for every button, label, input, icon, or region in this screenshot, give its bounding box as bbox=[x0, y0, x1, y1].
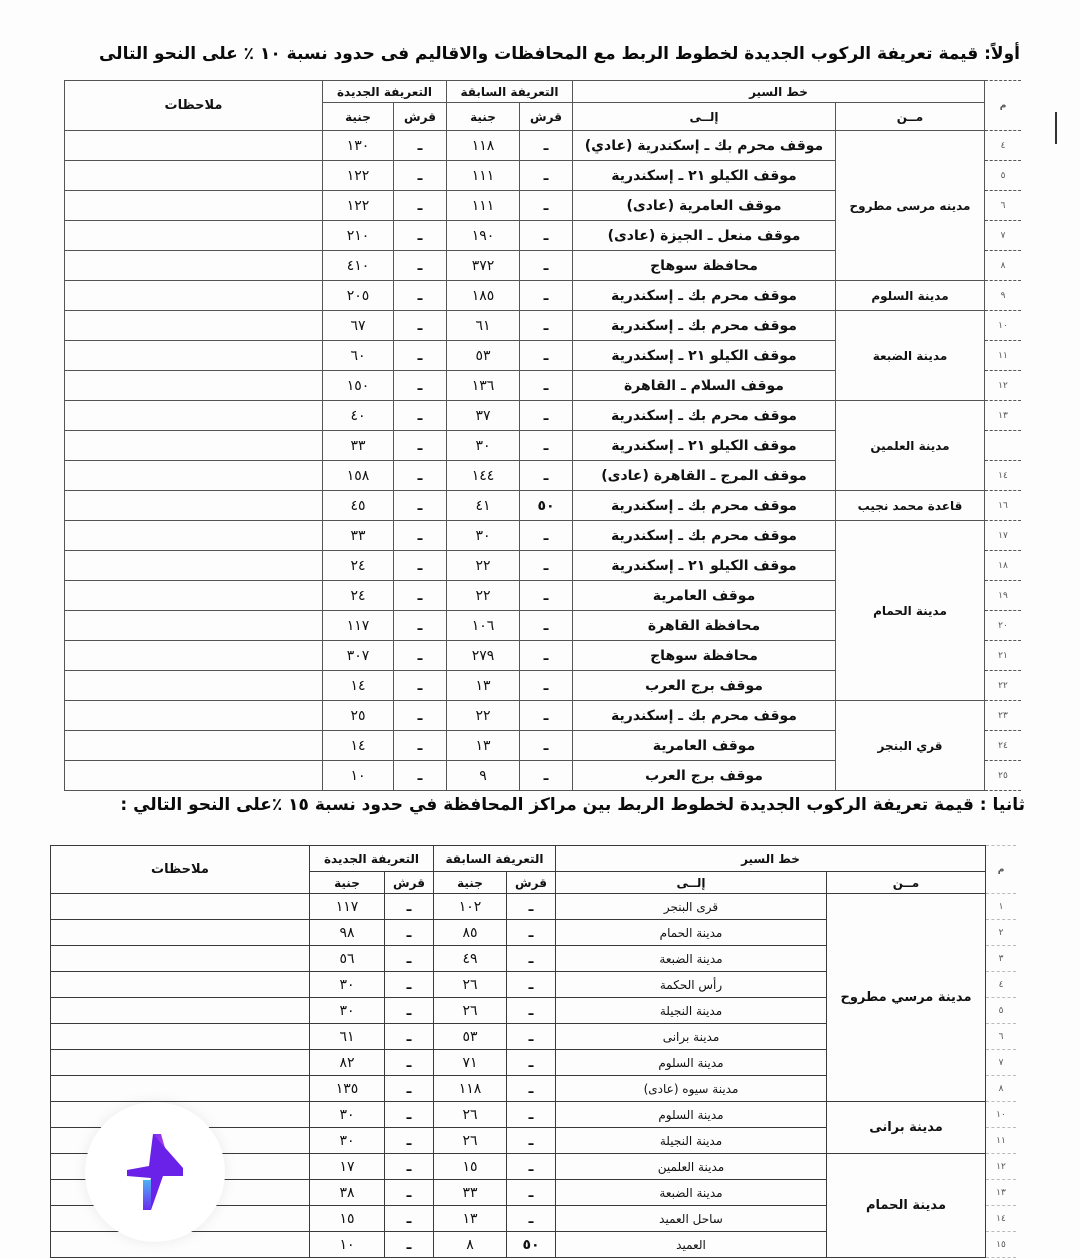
row-number: ٧ bbox=[986, 1050, 1017, 1076]
new-fare-pound: ١٠ bbox=[310, 1232, 385, 1258]
new-fare-pound: ٥٦ bbox=[310, 946, 385, 972]
route-to: موقف محرم بك ـ إسكندرية (عادي) bbox=[573, 131, 836, 161]
route-to: قرى البنجر bbox=[556, 894, 827, 920]
route-to: مدينة السلوم bbox=[556, 1102, 827, 1128]
new-fare-qirsh: ـ bbox=[394, 161, 447, 191]
new-fare-pound: ٨٢ bbox=[310, 1050, 385, 1076]
route-to: العميد bbox=[556, 1232, 827, 1258]
prev-fare-qirsh: ـ bbox=[507, 946, 556, 972]
table-row bbox=[65, 131, 1022, 161]
new-fare-qirsh: ـ bbox=[394, 371, 447, 401]
prev-fare-pound: ٢٦ bbox=[434, 1128, 507, 1154]
prev-fare-qirsh: ـ bbox=[520, 701, 573, 731]
section1-title: أولاً: قيمة تعريفة الركوب الجديدة لخطوط الربط مع المحافظات والاقاليم فى حدود نسبة ١٠ ٪ على النحو التالى bbox=[98, 44, 1020, 64]
new-fare-qirsh: ـ bbox=[385, 894, 434, 920]
prev-fare-qirsh: ـ bbox=[520, 551, 573, 581]
route-from: مدينة مرسي مطروح bbox=[827, 894, 986, 1102]
notes-cell bbox=[65, 581, 323, 611]
prev-fare-qirsh: ـ bbox=[507, 920, 556, 946]
notes-cell bbox=[51, 894, 310, 920]
route-to: موقف العامرية bbox=[573, 581, 836, 611]
new-fare-qirsh: ـ bbox=[394, 491, 447, 521]
route-from: مدينة الضبعة bbox=[836, 311, 985, 401]
notes-cell bbox=[65, 461, 323, 491]
notes-cell bbox=[65, 731, 323, 761]
route-to: موقف العامرية (عادى) bbox=[573, 191, 836, 221]
prev-fare-pound: ١١٨ bbox=[447, 131, 520, 161]
row-number: ١١ bbox=[986, 1128, 1017, 1154]
new-fare-pound: ١٢٢ bbox=[323, 161, 394, 191]
col-prev-qirsh: قرش bbox=[507, 872, 556, 894]
route-from: قري البنجر bbox=[836, 701, 985, 791]
row-number: ١٠ bbox=[986, 1102, 1017, 1128]
new-fare-qirsh: ـ bbox=[394, 461, 447, 491]
row-number: ١ bbox=[986, 894, 1017, 920]
new-fare-pound: ٦٠ bbox=[323, 341, 394, 371]
notes-cell bbox=[51, 920, 310, 946]
new-fare-qirsh: ـ bbox=[394, 581, 447, 611]
route-from: مدينة الحمام bbox=[836, 521, 985, 701]
prev-fare-pound: ١٣ bbox=[447, 671, 520, 701]
route-to: ساحل العميد bbox=[556, 1206, 827, 1232]
prev-fare-qirsh: ـ bbox=[520, 221, 573, 251]
new-fare-pound: ٣٠ bbox=[310, 1128, 385, 1154]
notes-cell bbox=[65, 251, 323, 281]
notes-cell bbox=[65, 641, 323, 671]
notes-cell bbox=[65, 611, 323, 641]
notes-cell bbox=[51, 972, 310, 998]
route-to: مدينة النجيلة bbox=[556, 998, 827, 1024]
new-fare-pound: ٢٤ bbox=[323, 551, 394, 581]
notes-cell bbox=[51, 946, 310, 972]
prev-fare-qirsh: ـ bbox=[520, 401, 573, 431]
new-fare-qirsh: ـ bbox=[385, 920, 434, 946]
new-fare-pound: ٦١ bbox=[310, 1024, 385, 1050]
prev-fare-qirsh: ـ bbox=[507, 1076, 556, 1102]
prev-fare-pound: ١٤٤ bbox=[447, 461, 520, 491]
row-number: ٤ bbox=[986, 972, 1017, 998]
new-fare-pound: ٣٣ bbox=[323, 521, 394, 551]
route-from: مدينه مرسى مطروح bbox=[836, 131, 985, 281]
row-number: ٢٥ bbox=[985, 761, 1022, 791]
prev-fare-qirsh: ـ bbox=[520, 191, 573, 221]
sparkle-logo-icon bbox=[123, 1132, 187, 1212]
row-number: ١٨ bbox=[985, 551, 1022, 581]
new-fare-pound: ٣٠ bbox=[310, 998, 385, 1024]
new-fare-qirsh: ـ bbox=[385, 1180, 434, 1206]
notes-cell bbox=[65, 221, 323, 251]
new-fare-pound: ٣٠ bbox=[310, 1102, 385, 1128]
new-fare-qirsh: ـ bbox=[394, 611, 447, 641]
route-to: موقف برج العرب bbox=[573, 671, 836, 701]
prev-fare-pound: ٢٢ bbox=[447, 581, 520, 611]
route-to: موقف العامرية bbox=[573, 731, 836, 761]
row-number: ٨ bbox=[985, 251, 1022, 281]
margin-mark bbox=[1055, 112, 1057, 144]
row-number: ٨ bbox=[986, 1076, 1017, 1102]
prev-fare-pound: ١٠٢ bbox=[434, 894, 507, 920]
row-number: ٢٣ bbox=[985, 701, 1022, 731]
notes-cell bbox=[65, 521, 323, 551]
route-to: مدينة الضبعة bbox=[556, 946, 827, 972]
notes-cell bbox=[65, 131, 323, 161]
row-number: ٦ bbox=[986, 1024, 1017, 1050]
row-number: ١٩ bbox=[985, 581, 1022, 611]
new-fare-qirsh: ـ bbox=[385, 1076, 434, 1102]
route-to: مدينة العلمين bbox=[556, 1154, 827, 1180]
prev-fare-qirsh: ـ bbox=[520, 581, 573, 611]
notes-cell bbox=[65, 341, 323, 371]
prev-fare-pound: ٢٢ bbox=[447, 551, 520, 581]
route-from: مدينة العلمين bbox=[836, 401, 985, 491]
new-fare-qirsh: ـ bbox=[394, 401, 447, 431]
row-number: ٢١ bbox=[985, 641, 1022, 671]
prev-fare-pound: ٣٠ bbox=[447, 521, 520, 551]
notes-cell bbox=[51, 998, 310, 1024]
notes-cell bbox=[65, 161, 323, 191]
new-fare-qirsh: ـ bbox=[385, 1050, 434, 1076]
row-number: ٢٤ bbox=[985, 731, 1022, 761]
new-fare-qirsh: ـ bbox=[394, 221, 447, 251]
prev-fare-pound: ٢٦ bbox=[434, 1102, 507, 1128]
row-number: ٥ bbox=[985, 161, 1022, 191]
notes-cell bbox=[65, 671, 323, 701]
col-new-pound: جنية bbox=[323, 103, 394, 131]
prev-fare-pound: ٥٣ bbox=[447, 341, 520, 371]
new-fare-qirsh: ـ bbox=[394, 431, 447, 461]
route-to: مدينة النجيلة bbox=[556, 1128, 827, 1154]
notes-cell bbox=[65, 191, 323, 221]
prev-fare-qirsh: ـ bbox=[520, 251, 573, 281]
route-to: موقف محرم بك ـ إسكندرية bbox=[573, 491, 836, 521]
new-fare-qirsh: ـ bbox=[394, 311, 447, 341]
notes-cell bbox=[51, 1076, 310, 1102]
notes-cell bbox=[65, 551, 323, 581]
col-route: خط السير bbox=[573, 81, 985, 103]
prev-fare-qirsh: ـ bbox=[520, 641, 573, 671]
prev-fare-qirsh: ـ bbox=[507, 998, 556, 1024]
prev-fare-qirsh: ـ bbox=[507, 1128, 556, 1154]
route-to: موقف الكيلو ٢١ ـ إسكندرية bbox=[573, 341, 836, 371]
new-fare-qirsh: ـ bbox=[385, 946, 434, 972]
prev-fare-pound: ٣٣ bbox=[434, 1180, 507, 1206]
route-to: محافظة سوهاج bbox=[573, 641, 836, 671]
prev-fare-qirsh: ـ bbox=[507, 1102, 556, 1128]
new-fare-pound: ٢١٠ bbox=[323, 221, 394, 251]
prev-fare-pound: ١٣ bbox=[447, 731, 520, 761]
notes-cell bbox=[65, 371, 323, 401]
new-fare-qirsh: ـ bbox=[385, 1102, 434, 1128]
prev-fare-qirsh: ـ bbox=[507, 1180, 556, 1206]
col-num: م bbox=[986, 846, 1017, 894]
notes-cell bbox=[65, 401, 323, 431]
prev-fare-qirsh: ـ bbox=[507, 972, 556, 998]
prev-fare-pound: ٩ bbox=[447, 761, 520, 791]
new-fare-pound: ٤١٠ bbox=[323, 251, 394, 281]
route-to: موقف محرم بك ـ إسكندرية bbox=[573, 701, 836, 731]
route-from: مدينة برانى bbox=[827, 1102, 986, 1154]
notes-cell bbox=[65, 311, 323, 341]
prev-fare-qirsh: ـ bbox=[520, 371, 573, 401]
row-number: ١٣ bbox=[985, 401, 1022, 431]
prev-fare-pound: ١٠٦ bbox=[447, 611, 520, 641]
row-number: ١٦ bbox=[985, 491, 1022, 521]
prev-fare-qirsh: ـ bbox=[520, 731, 573, 761]
route-to: موقف محرم بك ـ إسكندرية bbox=[573, 281, 836, 311]
new-fare-pound: ٣٨ bbox=[310, 1180, 385, 1206]
table-row bbox=[65, 701, 1022, 731]
col-prev-fare: التعريفة السابقة bbox=[447, 81, 573, 103]
route-to: موقف الكيلو ٢١ ـ إسكندرية bbox=[573, 161, 836, 191]
route-to: موقف الكيلو ٢١ ـ إسكندرية bbox=[573, 551, 836, 581]
route-to: موقف محرم بك ـ إسكندرية bbox=[573, 401, 836, 431]
new-fare-qirsh: ـ bbox=[394, 701, 447, 731]
new-fare-qirsh: ـ bbox=[394, 671, 447, 701]
new-fare-qirsh: ـ bbox=[385, 972, 434, 998]
route-to: موقف الكيلو ٢١ ـ إسكندرية bbox=[573, 431, 836, 461]
new-fare-pound: ٦٧ bbox=[323, 311, 394, 341]
prev-fare-pound: ٣٧ bbox=[447, 401, 520, 431]
new-fare-qirsh: ـ bbox=[394, 731, 447, 761]
col-num: م bbox=[985, 81, 1022, 131]
new-fare-qirsh: ـ bbox=[385, 1206, 434, 1232]
prev-fare-pound: ٦١ bbox=[447, 311, 520, 341]
row-number: ٢٠ bbox=[985, 611, 1022, 641]
col-from: مــن bbox=[827, 872, 986, 894]
prev-fare-pound: ١١١ bbox=[447, 191, 520, 221]
row-number: ٦ bbox=[985, 191, 1022, 221]
route-to: موقف محرم بك ـ إسكندرية bbox=[573, 311, 836, 341]
new-fare-pound: ٣٠ bbox=[310, 972, 385, 998]
fares-table-governorates bbox=[64, 80, 1021, 791]
route-to: موقف منعل ـ الجيزة (عادى) bbox=[573, 221, 836, 251]
notes-cell bbox=[65, 701, 323, 731]
col-prev-pound: جنية bbox=[447, 103, 520, 131]
table-row bbox=[65, 521, 1022, 551]
prev-fare-pound: ١٣ bbox=[434, 1206, 507, 1232]
row-number: ٢ bbox=[986, 920, 1017, 946]
route-to: موقف محرم بك ـ إسكندرية bbox=[573, 521, 836, 551]
col-route: خط السير bbox=[556, 846, 986, 872]
prev-fare-qirsh: ـ bbox=[520, 431, 573, 461]
prev-fare-pound: ٢٦ bbox=[434, 998, 507, 1024]
prev-fare-qirsh: ـ bbox=[520, 461, 573, 491]
new-fare-qirsh: ـ bbox=[394, 551, 447, 581]
new-fare-pound: ١٢٢ bbox=[323, 191, 394, 221]
notes-cell bbox=[51, 1024, 310, 1050]
route-from: مدينة الحمام bbox=[827, 1154, 986, 1258]
prev-fare-qirsh: ٥٠ bbox=[507, 1232, 556, 1258]
new-fare-qirsh: ـ bbox=[394, 191, 447, 221]
prev-fare-pound: ٢٢ bbox=[447, 701, 520, 731]
new-fare-qirsh: ـ bbox=[394, 641, 447, 671]
new-fare-pound: ١١٧ bbox=[323, 611, 394, 641]
route-to: مدينة الضبعة bbox=[556, 1180, 827, 1206]
prev-fare-pound: ١١٨ bbox=[434, 1076, 507, 1102]
new-fare-pound: ٢٥ bbox=[323, 701, 394, 731]
row-number: ٩ bbox=[985, 281, 1022, 311]
notes-cell bbox=[51, 1050, 310, 1076]
prev-fare-qirsh: ـ bbox=[520, 521, 573, 551]
row-number: ١٢ bbox=[986, 1154, 1017, 1180]
row-number: ١٥ bbox=[986, 1232, 1017, 1258]
row-number bbox=[985, 431, 1022, 461]
prev-fare-qirsh: ـ bbox=[520, 311, 573, 341]
notes-cell bbox=[65, 761, 323, 791]
col-prev-pound: جنية bbox=[434, 872, 507, 894]
new-fare-qirsh: ـ bbox=[385, 1024, 434, 1050]
col-new-pound: جنية bbox=[310, 872, 385, 894]
col-notes: ملاحظات bbox=[65, 81, 323, 131]
row-number: ١٧ bbox=[985, 521, 1022, 551]
route-from: مدينة السلوم bbox=[836, 281, 985, 311]
prev-fare-pound: ٣٠ bbox=[447, 431, 520, 461]
prev-fare-qirsh: ـ bbox=[520, 671, 573, 701]
col-from: مــن bbox=[836, 103, 985, 131]
route-to: محافظة سوهاج bbox=[573, 251, 836, 281]
prev-fare-qirsh: ـ bbox=[520, 761, 573, 791]
new-fare-pound: ٤٠ bbox=[323, 401, 394, 431]
new-fare-pound: ١٣٥ bbox=[310, 1076, 385, 1102]
new-fare-qirsh: ـ bbox=[394, 131, 447, 161]
route-to: مدينة الحمام bbox=[556, 920, 827, 946]
prev-fare-qirsh: ٥٠ bbox=[520, 491, 573, 521]
prev-fare-pound: ١٨٥ bbox=[447, 281, 520, 311]
notes-cell bbox=[65, 281, 323, 311]
table-row bbox=[65, 401, 1022, 431]
route-to: موقف برج العرب bbox=[573, 761, 836, 791]
prev-fare-qirsh: ـ bbox=[520, 611, 573, 641]
table-body bbox=[65, 131, 1022, 791]
prev-fare-qirsh: ـ bbox=[520, 341, 573, 371]
col-prev-qirsh: قرش bbox=[520, 103, 573, 131]
new-fare-pound: ٢٤ bbox=[323, 581, 394, 611]
new-fare-qirsh: ـ bbox=[385, 1232, 434, 1258]
row-number: ١١ bbox=[985, 341, 1022, 371]
new-fare-pound: ١٣٠ bbox=[323, 131, 394, 161]
new-fare-qirsh: ـ bbox=[385, 1154, 434, 1180]
new-fare-qirsh: ـ bbox=[394, 251, 447, 281]
route-from: قاعدة محمد نجيب bbox=[836, 491, 985, 521]
prev-fare-pound: ٥٣ bbox=[434, 1024, 507, 1050]
prev-fare-pound: ١٣٦ bbox=[447, 371, 520, 401]
table-row bbox=[65, 311, 1022, 341]
prev-fare-pound: ٤١ bbox=[447, 491, 520, 521]
prev-fare-qirsh: ـ bbox=[520, 131, 573, 161]
col-new-qirsh: قرش bbox=[385, 872, 434, 894]
row-number: ١٢ bbox=[985, 371, 1022, 401]
col-notes: ملاحظات bbox=[51, 846, 310, 894]
route-to: موقف السلام ـ القاهرة bbox=[573, 371, 836, 401]
prev-fare-qirsh: ـ bbox=[507, 1024, 556, 1050]
app-logo-watermark bbox=[85, 1102, 225, 1242]
new-fare-qirsh: ـ bbox=[394, 341, 447, 371]
new-fare-pound: ١٥ bbox=[310, 1206, 385, 1232]
new-fare-pound: ٣٣ bbox=[323, 431, 394, 461]
prev-fare-qirsh: ـ bbox=[507, 1206, 556, 1232]
col-to: إلــى bbox=[573, 103, 836, 131]
prev-fare-pound: ٢٧٩ bbox=[447, 641, 520, 671]
prev-fare-qirsh: ـ bbox=[507, 1154, 556, 1180]
notes-cell bbox=[65, 431, 323, 461]
table-row bbox=[65, 281, 1022, 311]
new-fare-qirsh: ـ bbox=[394, 521, 447, 551]
route-to: محافظة القاهرة bbox=[573, 611, 836, 641]
row-number: ٤ bbox=[985, 131, 1022, 161]
route-to: موقف المرج ـ القاهرة (عادى) bbox=[573, 461, 836, 491]
new-fare-qirsh: ـ bbox=[394, 281, 447, 311]
new-fare-pound: ١٥٨ bbox=[323, 461, 394, 491]
row-number: ٧ bbox=[985, 221, 1022, 251]
route-to: مدينة السلوم bbox=[556, 1050, 827, 1076]
new-fare-pound: ١٤ bbox=[323, 671, 394, 701]
prev-fare-pound: ٧١ bbox=[434, 1050, 507, 1076]
col-prev-fare: التعريفة السابقة bbox=[434, 846, 556, 872]
prev-fare-pound: ٤٩ bbox=[434, 946, 507, 972]
table-row bbox=[65, 491, 1022, 521]
prev-fare-pound: ١٥ bbox=[434, 1154, 507, 1180]
col-new-fare: التعريفة الجديدة bbox=[310, 846, 434, 872]
new-fare-pound: ٩٨ bbox=[310, 920, 385, 946]
prev-fare-qirsh: ـ bbox=[507, 1050, 556, 1076]
new-fare-pound: ١٠ bbox=[323, 761, 394, 791]
new-fare-qirsh: ـ bbox=[385, 998, 434, 1024]
prev-fare-qirsh: ـ bbox=[520, 281, 573, 311]
new-fare-pound: ٢٠٥ bbox=[323, 281, 394, 311]
new-fare-pound: ٤٥ bbox=[323, 491, 394, 521]
prev-fare-pound: ٨ bbox=[434, 1232, 507, 1258]
table-row bbox=[51, 894, 1017, 920]
new-fare-pound: ١٤ bbox=[323, 731, 394, 761]
col-to: إلــى bbox=[556, 872, 827, 894]
row-number: ١٠ bbox=[985, 311, 1022, 341]
row-number: ٢٢ bbox=[985, 671, 1022, 701]
row-number: ١٤ bbox=[985, 461, 1022, 491]
row-number: ٥ bbox=[986, 998, 1017, 1024]
route-to: رأس الحكمة bbox=[556, 972, 827, 998]
new-fare-pound: ٣٠٧ bbox=[323, 641, 394, 671]
new-fare-qirsh: ـ bbox=[394, 761, 447, 791]
row-number: ٣ bbox=[986, 946, 1017, 972]
new-fare-pound: ١١٧ bbox=[310, 894, 385, 920]
section2-title: ثانيا : قيمة تعريفة الركوب الجديدة لخطوط الربط بين مراكز المحافظة في حدود نسبة ١٥ ٪على النحو التالي : bbox=[120, 795, 1025, 815]
new-fare-pound: ١٧ bbox=[310, 1154, 385, 1180]
prev-fare-pound: ٢٦ bbox=[434, 972, 507, 998]
col-new-qirsh: قرش bbox=[394, 103, 447, 131]
route-to: مدينة برانى bbox=[556, 1024, 827, 1050]
prev-fare-pound: ١٩٠ bbox=[447, 221, 520, 251]
new-fare-qirsh: ـ bbox=[385, 1128, 434, 1154]
row-number: ١٣ bbox=[986, 1180, 1017, 1206]
col-new-fare: التعريفة الجديدة bbox=[323, 81, 447, 103]
prev-fare-pound: ١١١ bbox=[447, 161, 520, 191]
prev-fare-qirsh: ـ bbox=[520, 161, 573, 191]
prev-fare-pound: ٣٧٢ bbox=[447, 251, 520, 281]
row-number: ١٤ bbox=[986, 1206, 1017, 1232]
new-fare-pound: ١٥٠ bbox=[323, 371, 394, 401]
prev-fare-pound: ٨٥ bbox=[434, 920, 507, 946]
prev-fare-qirsh: ـ bbox=[507, 894, 556, 920]
notes-cell bbox=[65, 491, 323, 521]
route-to: مدينة سيوه (عادى) bbox=[556, 1076, 827, 1102]
